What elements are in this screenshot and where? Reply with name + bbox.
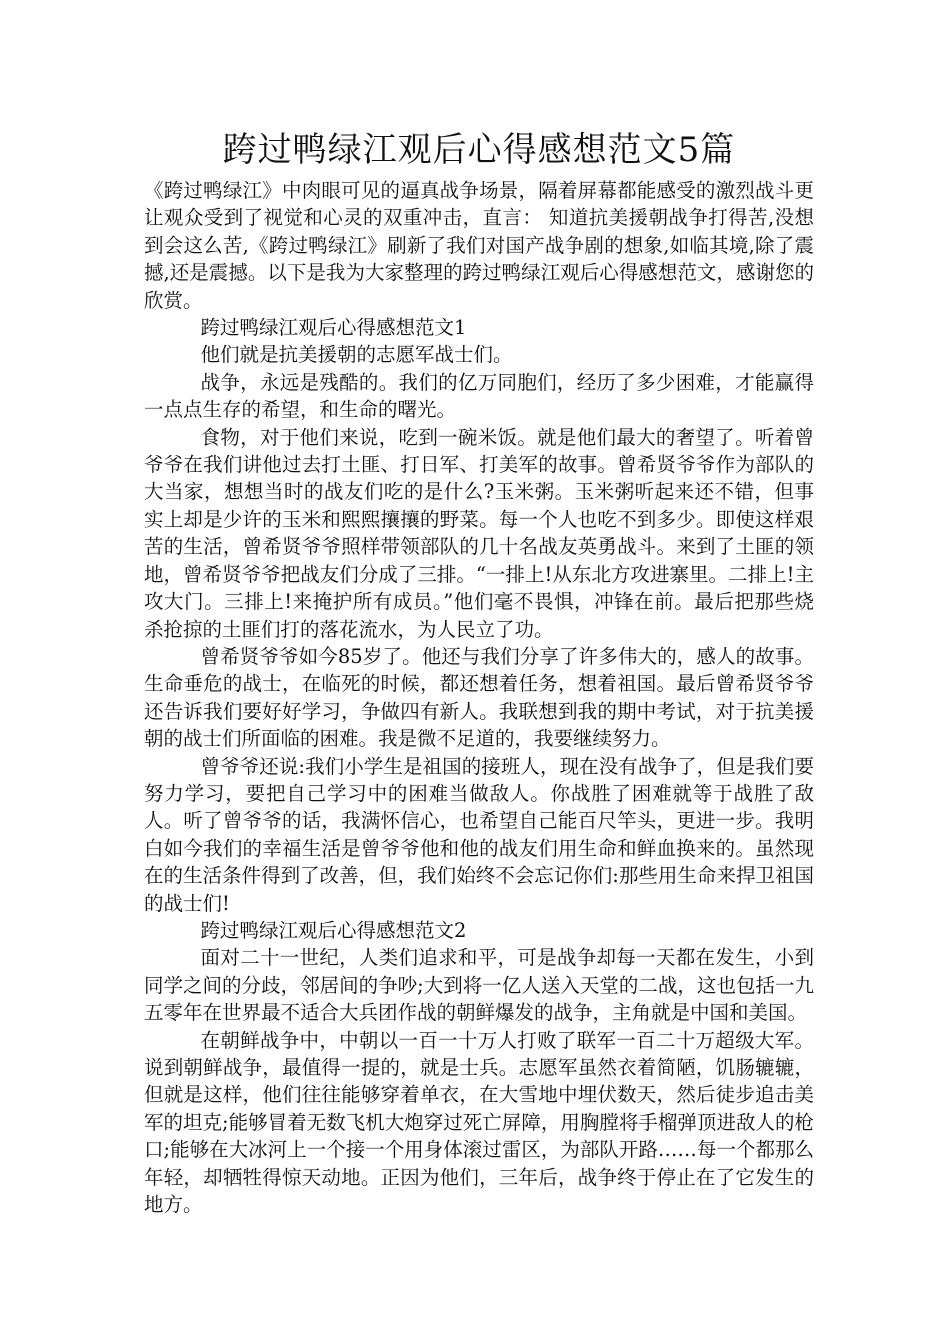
body-paragraph: 他们就是抗美援朝的志愿军战士们。 bbox=[200, 343, 513, 367]
document-title: 跨过鸭绿江观后心得感想范文5篇 bbox=[222, 130, 736, 170]
intro-paragraph: 《跨过鸭绿江》中肉眼可见的逼真战争场景，隔着屏幕都能感受的激烈战斗更让观众受到了视觉和心灵的双重冲击，直言： 知道抗美援朝战争打得苦,没想到会这么苦,《跨过鸭绿江》刷新了我们对国产战争剧的想象,如临其境,除了震撼,还是震撼。以下是我为大家整理的跨过鸭绿江观后心得感想范文，感谢您的欣赏。 bbox=[144, 179, 814, 312]
body-paragraph: 面对二十一世纪，人类们追求和平，可是战争却每一天都在发生，小到同学之间的分歧，邻居间的争吵;大到将一亿人送入天堂的二战，这也包括一九五零年在世界最不适合大兵团作战的朝鲜爆发的战争，主角就是中国和美国。 bbox=[144, 946, 814, 1025]
body-paragraph: 食物，对于他们来说，吃到一碗米饭。就是他们最大的奢望了。听着曾爷爷在我们讲他过去打土匪、打日军、打美军的故事。曾希贤爷爷作为部队的大当家，想想当时的战友们吃的是什么?玉米粥。玉米粥听起来还不错，但事实上却是少许的玉米和熙熙攘攘的野菜。每一个人也吃不到多少。即使这样艰苦的生活，曾希贤爷爷照样带领部队的几十名战友英勇战斗。来到了土匪的领地，曾希贤爷爷把战友们分成了三排。“一排上!从东北方攻进寨里。二排上!主攻大门。三排上!来掩护所有成员。”他们毫不畏惧，冲锋在前。最后把那些烧杀抢掠的土匪们打的落花流水，为人民立了功。 bbox=[144, 425, 814, 641]
document-body bbox=[144, 177, 814, 1218]
section-heading-2: 跨过鸭绿江观后心得感想范文2 bbox=[200, 918, 467, 942]
section-heading-1: 跨过鸭绿江观后心得感想范文1 bbox=[200, 316, 467, 340]
body-paragraph: 曾爷爷还说:我们小学生是祖国的接班人，现在没有战争了，但是我们要努力学习，要把自己学习中的困难当做敌人。你战胜了困难就等于战胜了敌人。听了曾爷爷的话，我满怀信心，也希望自己能百尺竿头，更进一步。我明白如今我们的幸福生活是曾爷爷他和他的战友们用生命和鲜血换来的。虽然现在的生活条件得到了改善，但，我们始终不会忘记你们:那些用生命来捍卫祖国的战士们! bbox=[144, 754, 814, 915]
body-paragraph: 战争，永远是残酷的。我们的亿万同胞们，经历了多少困难，才能赢得一点点生存的希望，和生命的曙光。 bbox=[144, 370, 814, 422]
document-page bbox=[144, 127, 814, 1218]
body-paragraph: 在朝鲜战争中，中朝以一百一十万人打败了联军一百二十万超级大军。说到朝鲜战争，最值得一提的，就是士兵。志愿军虽然衣着简陋，饥肠辘辘，但就是这样，他们往往能够穿着单衣，在大雪地中埋伏数天，然后徒步追击美军的坦克;能够冒着无数飞机大炮穿过死亡屏障，用胸膛将手榴弹顶进敌人的枪口;能够在大冰河上一个接一个用身体滚过雷区，为部队开路……每一个都那么年轻，却牺牲得惊天动地。正因为他们，三年后，战争终于停止在了它发生的地方。 bbox=[144, 1028, 814, 1217]
body-paragraph: 曾希贤爷爷如今85岁了。他还与我们分享了许多伟大的，感人的故事。生命垂危的战士，在临死的时候，都还想着任务，想着祖国。最后曾希贤爷爷还告诉我们要好好学习，争做四有新人。我联想到我的期中考试，对于抗美援朝的战士们所面临的困难。我是微不足道的，我要继续努力。 bbox=[144, 644, 814, 751]
